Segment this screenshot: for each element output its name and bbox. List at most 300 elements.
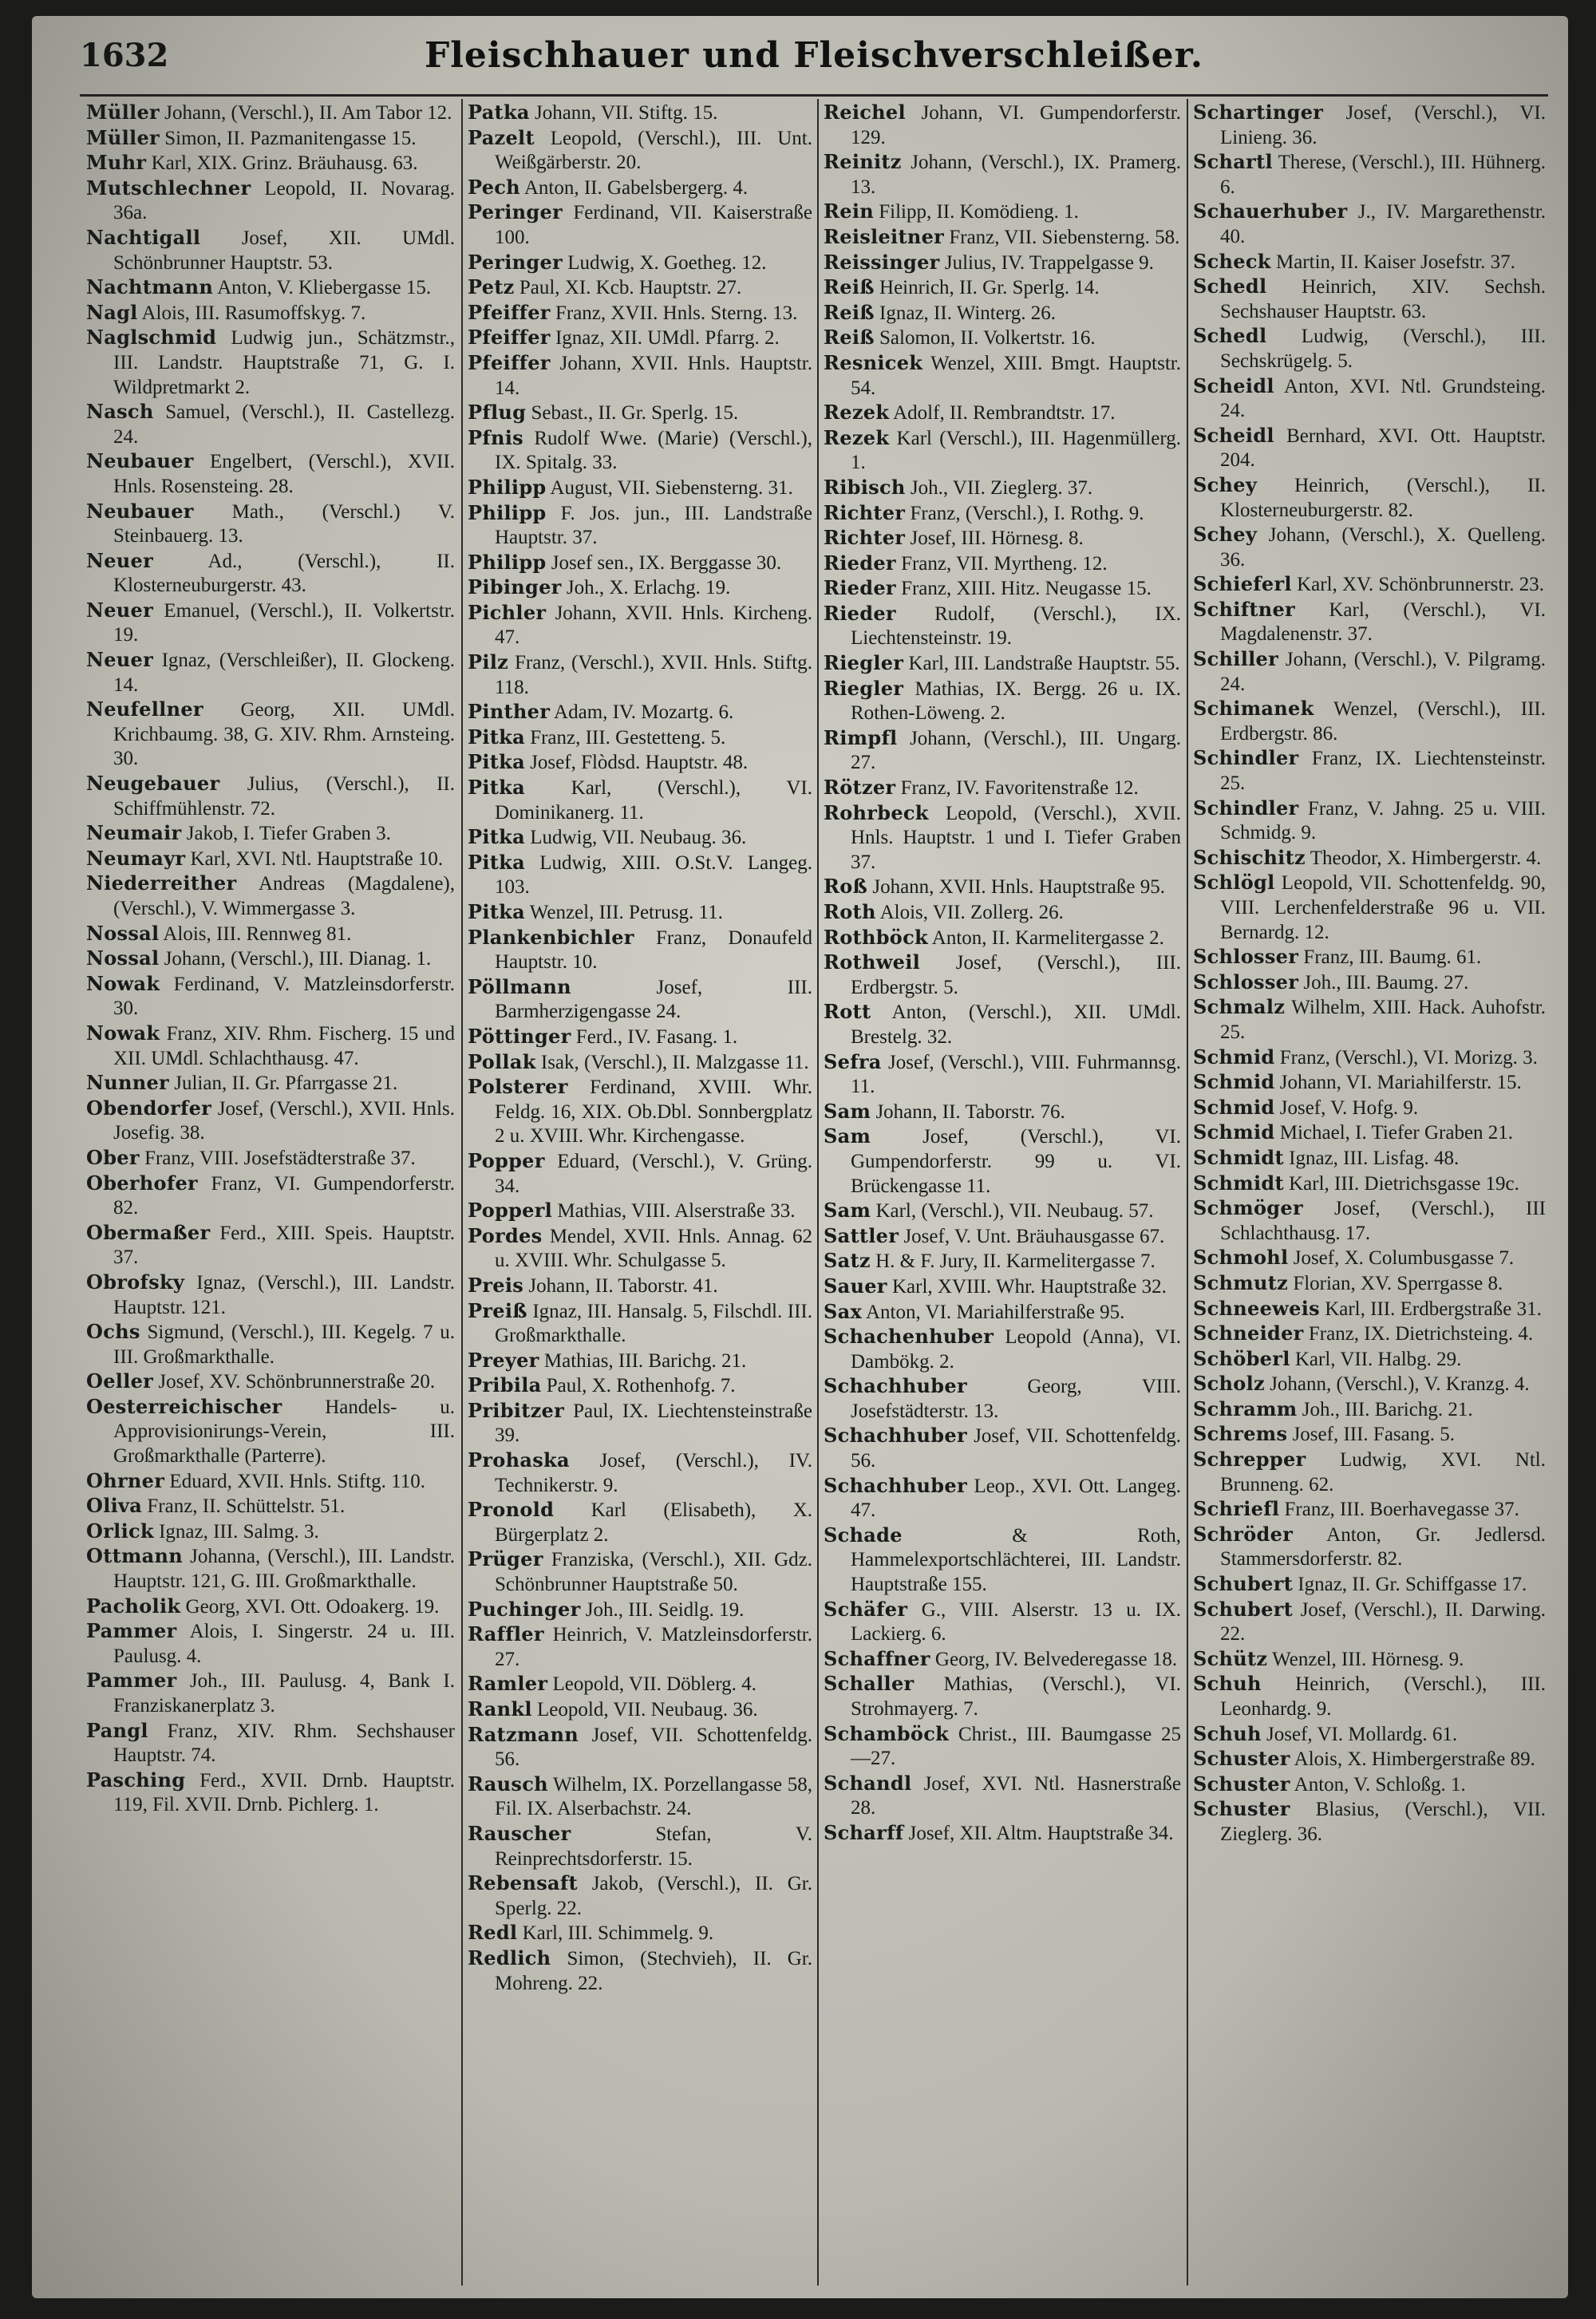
entry-surname: Schamböck bbox=[824, 1721, 950, 1745]
directory-entry bbox=[468, 1373, 812, 1399]
entry-surname: Sam bbox=[824, 1199, 871, 1223]
directory-entry bbox=[1193, 995, 1546, 1045]
entry-details: Franz, III. Boerhavegasse 37. bbox=[1284, 1499, 1519, 1521]
entry-surname: Richter bbox=[824, 526, 906, 550]
entry-details: Leopold (Anna), VI. Dambökg. 2. bbox=[851, 1326, 1181, 1373]
directory-entry bbox=[1193, 796, 1546, 846]
entry-details: Isak, (Verschl.), II. Malzgasse 11. bbox=[540, 1051, 809, 1073]
entry-surname: Reiß bbox=[824, 275, 875, 299]
entry-details: Johann, (Verschl.), V. Kranzg. 4. bbox=[1270, 1373, 1530, 1396]
entry-details: G., VIII. Alserstr. 13 u. IX. Lackierg. 6. bbox=[851, 1598, 1181, 1645]
entry-surname: Satz bbox=[824, 1249, 871, 1273]
directory-entry bbox=[1193, 1096, 1546, 1121]
directory-entry bbox=[468, 501, 812, 551]
entry-surname: Prohaska bbox=[468, 1448, 570, 1472]
directory-entry bbox=[468, 1149, 812, 1199]
directory-entry bbox=[1193, 523, 1546, 572]
entry-surname: Philipp bbox=[468, 500, 547, 524]
entry-details: Josef, XVI. Ntl. Hasnerstraße 28. bbox=[851, 1772, 1181, 1819]
entry-surname: Schartl bbox=[1193, 150, 1273, 174]
directory-entry bbox=[824, 1821, 1181, 1847]
directory-entry bbox=[1193, 572, 1546, 598]
entry-details: Anton, VI. Mariahilferstraße 95. bbox=[865, 1301, 1125, 1323]
entry-surname: Philipp bbox=[468, 475, 547, 499]
entry-surname: Plankenbichler bbox=[468, 925, 634, 949]
directory-entry bbox=[86, 1146, 455, 1171]
directory-entry bbox=[824, 150, 1181, 200]
entry-details: Johann, XVII. Hnls. Kircheng. 47. bbox=[495, 602, 812, 649]
directory-entry bbox=[468, 1822, 812, 1871]
entry-surname: Schrems bbox=[1193, 1422, 1288, 1446]
directory-entry bbox=[824, 401, 1181, 426]
directory-entry bbox=[468, 900, 812, 926]
entry-details: Karl, XV. Schönbrunnerstr. 23. bbox=[1297, 574, 1545, 596]
column-divider bbox=[461, 99, 463, 2285]
column-divider bbox=[1187, 99, 1188, 2285]
entry-surname: Puchinger bbox=[468, 1597, 581, 1621]
directory-entry bbox=[86, 972, 455, 1021]
directory-entry bbox=[468, 1274, 812, 1299]
entry-surname: Oeller bbox=[86, 1369, 154, 1393]
entry-details: Michael, I. Tiefer Graben 21. bbox=[1279, 1122, 1514, 1144]
directory-entry bbox=[824, 301, 1181, 326]
entry-details: Ignaz, (Verschl.), III. Landstr. Hauptstr. 121. bbox=[113, 1271, 455, 1318]
entry-surname: Nachtmann bbox=[86, 275, 214, 299]
entry-surname: Raffler bbox=[468, 1622, 544, 1646]
entry-surname: Schimanek bbox=[1193, 697, 1314, 721]
directory-entry bbox=[824, 101, 1181, 150]
entry-details: Heinrich, (Verschl.), II. Klosterneuburgerstr. 82. bbox=[1220, 474, 1546, 521]
directory-entry bbox=[824, 1274, 1181, 1300]
directory-entry bbox=[468, 1598, 812, 1623]
entry-surname: Pammer bbox=[86, 1619, 177, 1643]
entry-surname: Rebensaft bbox=[468, 1871, 578, 1895]
entry-surname: Pitka bbox=[468, 850, 525, 874]
entry-surname: Schäfer bbox=[824, 1597, 908, 1621]
directory-entry bbox=[1193, 101, 1546, 150]
entry-surname: Scheidl bbox=[1193, 373, 1274, 397]
directory-entry bbox=[468, 1399, 812, 1448]
entry-surname: Ratzmann bbox=[468, 1722, 579, 1746]
entry-details: Karl, XIX. Grinz. Bräuhausg. 63. bbox=[151, 152, 418, 175]
entry-details: Wenzel, (Verschl.), III. Erdbergstr. 86. bbox=[1220, 698, 1546, 745]
entry-details: Wilhelm, XIII. Hack. Auhofstr. 25. bbox=[1220, 997, 1546, 1043]
entry-surname: Schmalz bbox=[1193, 995, 1286, 1019]
entry-details: Karl, (Verschl.), VI. Dominikanerg. 11. bbox=[495, 777, 812, 824]
entry-surname: Schachhuber bbox=[824, 1473, 967, 1497]
entry-details: Franz, IX. Liechtensteinstr. 25. bbox=[1220, 748, 1546, 795]
entry-surname: Schuh bbox=[1193, 1721, 1262, 1745]
entry-details: Josef, (Verschl.), III Schlachthausg. 17. bbox=[1220, 1198, 1546, 1244]
entry-details: Jakob, I. Tiefer Graben 3. bbox=[186, 823, 391, 845]
page-header bbox=[80, 32, 1548, 88]
entry-details: Ignaz, III. Hansalg. 5, Filschdl. III. Großmarkthalle. bbox=[495, 1300, 812, 1347]
entry-surname: Scheck bbox=[1193, 249, 1271, 273]
directory-entry bbox=[1193, 598, 1546, 647]
directory-entry bbox=[1193, 647, 1546, 697]
directory-entry bbox=[86, 449, 455, 499]
entry-details: Georg, XVI. Ott. Odoakerg. 19. bbox=[185, 1595, 440, 1618]
entry-surname: Popperl bbox=[468, 1199, 553, 1223]
entry-details: & Roth, Hammelexportschlächterei, III. Landstr. Hauptstraße 155. bbox=[851, 1524, 1181, 1596]
entry-surname: Schmohl bbox=[1193, 1246, 1289, 1270]
directory-entry bbox=[468, 1772, 812, 1822]
directory-entry bbox=[824, 1199, 1181, 1224]
entry-surname: Preyer bbox=[468, 1348, 539, 1372]
entry-details: Franz, XVII. Hnls. Sterng. 13. bbox=[555, 302, 798, 324]
directory-entry bbox=[1193, 473, 1546, 523]
entry-details: Karl, III. Erdbergstraße 31. bbox=[1325, 1298, 1542, 1320]
entry-details: Josef, (Verschl.), II. Darwing. 22. bbox=[1220, 1598, 1546, 1645]
entry-surname: Schachhuber bbox=[824, 1424, 967, 1448]
entry-details: Ignaz, II. Gr. Schiffgasse 17. bbox=[1298, 1574, 1527, 1596]
entry-details: J., IV. Margarethenstr. 40. bbox=[1220, 201, 1546, 247]
directory-entry bbox=[468, 476, 812, 501]
entry-surname: Riegler bbox=[824, 676, 904, 700]
entry-surname: Pitka bbox=[468, 900, 525, 923]
directory-entry bbox=[468, 575, 812, 601]
entry-details: Josef, III. Fasang. 5. bbox=[1292, 1424, 1456, 1446]
entry-surname: Schuh bbox=[1193, 1672, 1262, 1696]
directory-entry bbox=[824, 1325, 1181, 1374]
entry-details: Georg, XII. UMdl. Krichbaumg. 38, G. XIV. Rhm. Arnsteing. 30. bbox=[113, 699, 455, 770]
directory-entry bbox=[468, 1349, 812, 1374]
directory-entry bbox=[86, 151, 455, 176]
entry-details: Leopold, VII. Schottenfeldg. 90, VIII. Lerchenfelderstraße 96 u. VII. Bernardg. 12. bbox=[1220, 872, 1546, 943]
entry-details: Johann, XVII. Hnls. Hauptstraße 95. bbox=[872, 876, 1165, 899]
directory-entry bbox=[86, 871, 455, 921]
entry-surname: Neuer bbox=[86, 598, 154, 622]
entry-details: Paul, IX. Liechtensteinstraße 39. bbox=[495, 1400, 812, 1447]
entry-surname: Schmid bbox=[1193, 1070, 1275, 1094]
entry-details: Karl, III. Landstraße Hauptstr. 55. bbox=[908, 653, 1180, 675]
directory-entry bbox=[86, 946, 455, 972]
entry-surname: Rothweil bbox=[824, 950, 921, 974]
entry-surname: Neubauer bbox=[86, 449, 194, 473]
directory-column-4 bbox=[1193, 101, 1546, 2303]
directory-entry bbox=[468, 1025, 812, 1050]
entry-surname: Neugebauer bbox=[86, 772, 220, 796]
entry-surname: Patka bbox=[468, 101, 530, 124]
entry-surname: Schlosser bbox=[1193, 945, 1299, 969]
entry-details: Josef, (Verschl.), VI. Gumpendorferstr. 99 u. VI. Brückengasse 11. bbox=[851, 1126, 1181, 1197]
entry-details: Ferdinand, V. Matzleinsdorferstr. 30. bbox=[113, 973, 455, 1020]
entry-details: Ferd., XIII. Speis. Hauptstr. 37. bbox=[113, 1222, 455, 1269]
entry-details: Karl, (Verschl.), VII. Neubaug. 57. bbox=[875, 1200, 1154, 1223]
entry-details: Mendel, XVII. Hnls. Annag. 62 u. XVIII. Whr. Schulgasse 5. bbox=[495, 1225, 812, 1272]
directory-column-2 bbox=[468, 101, 812, 2303]
directory-entry bbox=[824, 351, 1181, 401]
entry-surname: Sauer bbox=[824, 1274, 887, 1298]
directory-entry bbox=[824, 1374, 1181, 1424]
entry-surname: Pflug bbox=[468, 401, 527, 425]
directory-entry bbox=[824, 1647, 1181, 1673]
entry-details: Leop., XVI. Ott. Langeg. 47. bbox=[851, 1475, 1181, 1522]
entry-details: Filipp, II. Komödieng. 1. bbox=[879, 201, 1079, 223]
entry-details: Wenzel, XIII. Bmgt. Hauptstr. 54. bbox=[851, 352, 1181, 399]
entry-details: Josef, Flòdsd. Hauptstr. 48. bbox=[530, 752, 749, 774]
directory-entry bbox=[468, 426, 812, 476]
entry-surname: Rieder bbox=[824, 576, 896, 600]
directory-entry bbox=[824, 651, 1181, 677]
entry-details: Wenzel, III. Petrusg. 11. bbox=[529, 902, 723, 923]
directory-entry bbox=[824, 576, 1181, 602]
entry-surname: Rezek bbox=[824, 425, 890, 449]
entry-surname: Schischitz bbox=[1193, 845, 1306, 869]
entry-details: Martin, II. Kaiser Josefstr. 37. bbox=[1275, 251, 1515, 273]
directory-entry bbox=[1193, 871, 1546, 945]
entry-details: Julian, II. Gr. Pfarrgasse 21. bbox=[174, 1073, 398, 1095]
directory-entry bbox=[86, 772, 455, 821]
entry-details: Sigmund, (Verschl.), III. Kegelg. 7 u. III. Großmarkthalle. bbox=[113, 1321, 455, 1368]
directory-entry bbox=[468, 275, 812, 301]
entry-details: Andreas (Magdalene), (Verschl.), V. Wimmergasse 3. bbox=[113, 873, 455, 919]
directory-entry bbox=[86, 1594, 455, 1620]
entry-details: Franz, (Verschl.), VI. Morizg. 3. bbox=[1279, 1046, 1538, 1069]
entry-surname: Petz bbox=[468, 275, 515, 299]
entry-details: Joh., VII. Zieglerg. 37. bbox=[910, 476, 1093, 499]
entry-surname: Schubert bbox=[1193, 1597, 1294, 1621]
entry-details: Stefan, V. Reinprechtsdorferstr. 15. bbox=[495, 1823, 812, 1870]
entry-details: Ludwig, XVI. Ntl. Brunneng. 62. bbox=[1220, 1449, 1546, 1495]
directory-entry bbox=[468, 1547, 812, 1597]
entry-surname: Rankl bbox=[468, 1697, 532, 1720]
entry-surname: Mutschlechner bbox=[86, 176, 251, 200]
directory-entry bbox=[86, 1021, 455, 1071]
directory-entry bbox=[824, 801, 1181, 875]
entry-surname: Rötzer bbox=[824, 776, 896, 800]
entry-surname: Redlich bbox=[468, 1946, 551, 1969]
entry-surname: Pfeiffer bbox=[468, 350, 551, 374]
directory-entry bbox=[824, 1672, 1181, 1721]
entry-surname: Schaffner bbox=[824, 1646, 930, 1670]
entry-details: Sebast., II. Gr. Sperlg. 15. bbox=[531, 402, 739, 425]
directory-entry bbox=[468, 725, 812, 751]
directory-entry bbox=[86, 1719, 455, 1768]
entry-details: Johann, II. Taborstr. 76. bbox=[875, 1100, 1065, 1123]
entry-details: Ludwig, VII. Neubaug. 36. bbox=[530, 827, 747, 849]
entry-details: Rudolf Wwe. (Marie) (Verschl.), IX. Spitalg. 33. bbox=[495, 427, 812, 474]
entry-surname: Schade bbox=[824, 1523, 903, 1547]
entry-details: Joh., III. Seidlg. 19. bbox=[585, 1598, 745, 1621]
entry-surname: Schmid bbox=[1193, 1045, 1275, 1069]
entry-details: Ignaz, (Verschleißer), II. Glockeng. 14. bbox=[113, 650, 455, 696]
entry-details: Josef, III. Barmherzigengasse 24. bbox=[495, 976, 812, 1023]
entry-surname: Schmöger bbox=[1193, 1196, 1303, 1220]
entry-details: Josef sen., IX. Berggasse 30. bbox=[551, 551, 782, 574]
entry-details: Alois, III. Rasumoffskyg. 7. bbox=[141, 302, 366, 324]
directory-entry bbox=[824, 326, 1181, 351]
entry-details: F. Jos. jun., III. Landstraße Hauptstr. 37. bbox=[495, 502, 812, 549]
entry-details: Blasius, (Verschl.), VII. Zieglerg. 36. bbox=[1220, 1799, 1546, 1845]
entry-details: Leopold, II. Novarag. 36a. bbox=[113, 177, 455, 224]
directory-entry bbox=[1193, 1772, 1546, 1798]
entry-details: Franz, XIII. Hitz. Neugasse 15. bbox=[901, 578, 1152, 600]
entry-details: Leopold, VII. Neubaug. 36. bbox=[537, 1699, 758, 1720]
entry-surname: Pollak bbox=[468, 1049, 536, 1073]
directory-column-1 bbox=[86, 101, 455, 2303]
entry-surname: Reiß bbox=[824, 326, 875, 350]
directory-entry bbox=[824, 1772, 1181, 1821]
directory-entry bbox=[86, 1171, 455, 1221]
directory-entry bbox=[468, 825, 812, 851]
directory-entry bbox=[1193, 1572, 1546, 1598]
entry-details: Joh., III. Baumg. 27. bbox=[1303, 971, 1469, 994]
entry-surname: Rieder bbox=[824, 551, 896, 575]
directory-entry bbox=[86, 1320, 455, 1369]
directory-entry bbox=[1193, 970, 1546, 996]
entry-details: Joh., III. Barichg. 21. bbox=[1302, 1398, 1473, 1420]
entry-details: Ludwig, XIII. O.St.V. Langeg. 103. bbox=[495, 851, 812, 899]
entry-surname: Nagl bbox=[86, 300, 138, 324]
entry-details: Franz, II. Schüttelstr. 51. bbox=[147, 1495, 346, 1518]
directory-entry bbox=[1193, 1271, 1546, 1297]
entry-surname: Neufellner bbox=[86, 697, 203, 721]
entry-details: Franz, VII. Myrtheng. 12. bbox=[901, 552, 1108, 575]
entry-details: Anton, II. Gabelsbergerg. 4. bbox=[523, 176, 749, 199]
directory-entry bbox=[86, 176, 455, 226]
entry-details: Wenzel, III. Hörnesg. 9. bbox=[1272, 1648, 1464, 1670]
entry-surname: Scholz bbox=[1193, 1372, 1265, 1396]
directory-entry bbox=[468, 926, 812, 975]
entry-details: Ignaz, II. Winterg. 26. bbox=[879, 302, 1056, 324]
entry-details: Handels- u. Approvisionirungs-Verein, III. Großmarkthalle (Parterre). bbox=[113, 1396, 455, 1468]
entry-surname: Nachtigall bbox=[86, 225, 201, 249]
entry-details: Franz, (Verschl.), I. Rothg. 9. bbox=[910, 502, 1144, 524]
entry-surname: Schindler bbox=[1193, 746, 1299, 770]
entry-surname: Schauerhuber bbox=[1193, 200, 1348, 223]
directory-entry bbox=[824, 900, 1181, 926]
entry-surname: Reisleitner bbox=[824, 224, 945, 248]
directory-entry bbox=[86, 1768, 455, 1818]
entry-surname: Obendorfer bbox=[86, 1096, 212, 1120]
directory-entry bbox=[1193, 1321, 1546, 1347]
entry-details: Franz, III. Gestetteng. 5. bbox=[530, 726, 726, 749]
entry-details: Josef, (Verschl.), III. Erdbergstr. 5. bbox=[851, 952, 1181, 998]
entry-surname: Schuster bbox=[1193, 1797, 1290, 1821]
directory-entry bbox=[468, 101, 812, 126]
entry-surname: Schlögl bbox=[1193, 871, 1275, 895]
entry-surname: Schuster bbox=[1193, 1747, 1290, 1771]
directory-entry bbox=[1193, 1171, 1546, 1197]
entry-details: Simon, (Stechvieh), II. Gr. Mohreng. 22. bbox=[495, 1947, 812, 1994]
directory-entry bbox=[824, 1300, 1181, 1325]
directory-entry bbox=[86, 1071, 455, 1096]
directory-entry bbox=[824, 875, 1181, 900]
directory-entry bbox=[1193, 150, 1546, 200]
directory-entry bbox=[1193, 1797, 1546, 1847]
entry-surname: Schriefl bbox=[1193, 1497, 1280, 1521]
entry-details: Franziska, (Verschl.), XII. Gdz. Schönbrunner Hauptstraße 50. bbox=[495, 1549, 812, 1596]
entry-details: Leopold, (Verschl.), III. Unt. Weißgärberstr. 20. bbox=[495, 127, 812, 174]
directory-entry bbox=[86, 599, 455, 648]
directory-entry bbox=[468, 1498, 812, 1547]
entry-surname: Schneider bbox=[1193, 1321, 1304, 1345]
entry-surname: Ribisch bbox=[824, 475, 906, 499]
entry-surname: Pacholik bbox=[86, 1594, 181, 1618]
directory-entry bbox=[824, 1523, 1181, 1598]
entry-details: Josef, XII. UMdl. Schönbrunner Hauptstr. 53. bbox=[113, 227, 455, 274]
entry-surname: Obrofsky bbox=[86, 1270, 185, 1294]
entry-details: Ludwig, X. Goetheg. 12. bbox=[567, 251, 767, 274]
entry-details: Franz, Donaufeld Hauptstr. 10. bbox=[495, 926, 812, 974]
entry-details: Franz, VIII. Josefstädterstraße 37. bbox=[144, 1147, 416, 1169]
entry-surname: Schütz bbox=[1193, 1646, 1268, 1670]
entry-surname: Prüger bbox=[468, 1547, 543, 1571]
entry-surname: Pangl bbox=[86, 1718, 148, 1742]
entry-details: Wilhelm, IX. Porzellangasse 58, Fil. IX. Alserbachstr. 24. bbox=[495, 1773, 812, 1820]
entry-details: Franz, VII. Siebensterng. 58. bbox=[949, 226, 1180, 248]
entry-details: Anton, (Verschl.), XII. UMdl. Brestelg. 32. bbox=[851, 1001, 1181, 1048]
entry-surname: Pech bbox=[468, 175, 520, 199]
entry-surname: Peringer bbox=[468, 200, 563, 224]
entry-details: Johann, (Verschl.), X. Quelleng. 36. bbox=[1220, 524, 1546, 571]
entry-surname: Peringer bbox=[468, 250, 563, 274]
entry-details: August, VII. Siebensterng. 31. bbox=[550, 476, 793, 499]
entry-surname: Schöberl bbox=[1193, 1346, 1290, 1370]
entry-details: Joh., X. Erlachg. 19. bbox=[566, 577, 731, 599]
entry-details: Ad., (Verschl.), II. Klosterneuburgerstr. 43. bbox=[113, 550, 455, 597]
entry-details: Anton, II. Karmelitergasse 2. bbox=[931, 926, 1164, 949]
entry-details: Franz, XIV. Rhm. Sechshauser Hauptstr. 74. bbox=[113, 1720, 455, 1767]
entry-surname: Sattler bbox=[824, 1223, 899, 1247]
entry-details: Anton, Gr. Jedlersd. Stammersdorferstr. 82. bbox=[1220, 1523, 1546, 1570]
entry-details: Ludwig, (Verschl.), III. Sechskrügelg. 5. bbox=[1220, 326, 1546, 372]
directory-entry bbox=[468, 1299, 812, 1349]
entry-surname: Nasch bbox=[86, 400, 154, 424]
entry-details: Jakob, (Verschl.), II. Gr. Sperlg. 22. bbox=[495, 1873, 812, 1919]
entry-surname: Schachhuber bbox=[824, 1374, 967, 1398]
directory-entry bbox=[824, 225, 1181, 251]
directory-entry bbox=[824, 526, 1181, 551]
directory-entry bbox=[468, 301, 812, 326]
entry-surname: Schröder bbox=[1193, 1522, 1294, 1546]
entry-surname: Pöttinger bbox=[468, 1024, 571, 1048]
directory-entry bbox=[1193, 374, 1546, 424]
directory-entry bbox=[86, 1221, 455, 1270]
entry-surname: Sam bbox=[824, 1124, 871, 1148]
entry-details: Ferdinand, XVIII. Whr. Feldg. 16, XIX. Ob.Dbl. Sonnbergplatz 2 u. XVIII. Whr. Kirchengasse. bbox=[495, 1077, 812, 1148]
entry-surname: Rausch bbox=[468, 1772, 548, 1796]
directory-entry bbox=[86, 1270, 455, 1320]
entry-surname: Schmidt bbox=[1193, 1171, 1284, 1195]
entry-surname: Rein bbox=[824, 200, 874, 223]
entry-details: Franz, IX. Dietrichsteing. 4. bbox=[1308, 1323, 1534, 1345]
entry-surname: Schindler bbox=[1193, 796, 1299, 820]
entry-surname: Niederreither bbox=[86, 871, 237, 895]
directory-entry bbox=[824, 1124, 1181, 1199]
directory-entry bbox=[824, 1050, 1181, 1100]
directory-entry bbox=[86, 500, 455, 549]
directory-entry bbox=[468, 776, 812, 825]
entry-details: Karl, III. Schimmelg. 9. bbox=[522, 1922, 714, 1945]
entry-details: Math., (Verschl.) V. Steinbauerg. 13. bbox=[113, 500, 455, 547]
directory-entry bbox=[86, 1669, 455, 1718]
entry-surname: Sefra bbox=[824, 1049, 882, 1073]
directory-entry bbox=[824, 1598, 1181, 1647]
directory-entry bbox=[468, 1050, 812, 1076]
entry-details: Eduard, XVII. Hnls. Stiftg. 110. bbox=[169, 1470, 425, 1492]
entry-surname: Schaller bbox=[824, 1672, 915, 1696]
directory-entry bbox=[468, 401, 812, 426]
directory-entry bbox=[1193, 1672, 1546, 1721]
entry-details: Salomon, II. Volkertstr. 16. bbox=[879, 327, 1096, 350]
entry-details: Paul, XI. Kcb. Hauptstr. 27. bbox=[519, 277, 742, 299]
directory-entry bbox=[1193, 846, 1546, 871]
directory-entry bbox=[824, 1424, 1181, 1473]
entry-surname: Richter bbox=[824, 500, 906, 524]
directory-entry bbox=[86, 326, 455, 400]
